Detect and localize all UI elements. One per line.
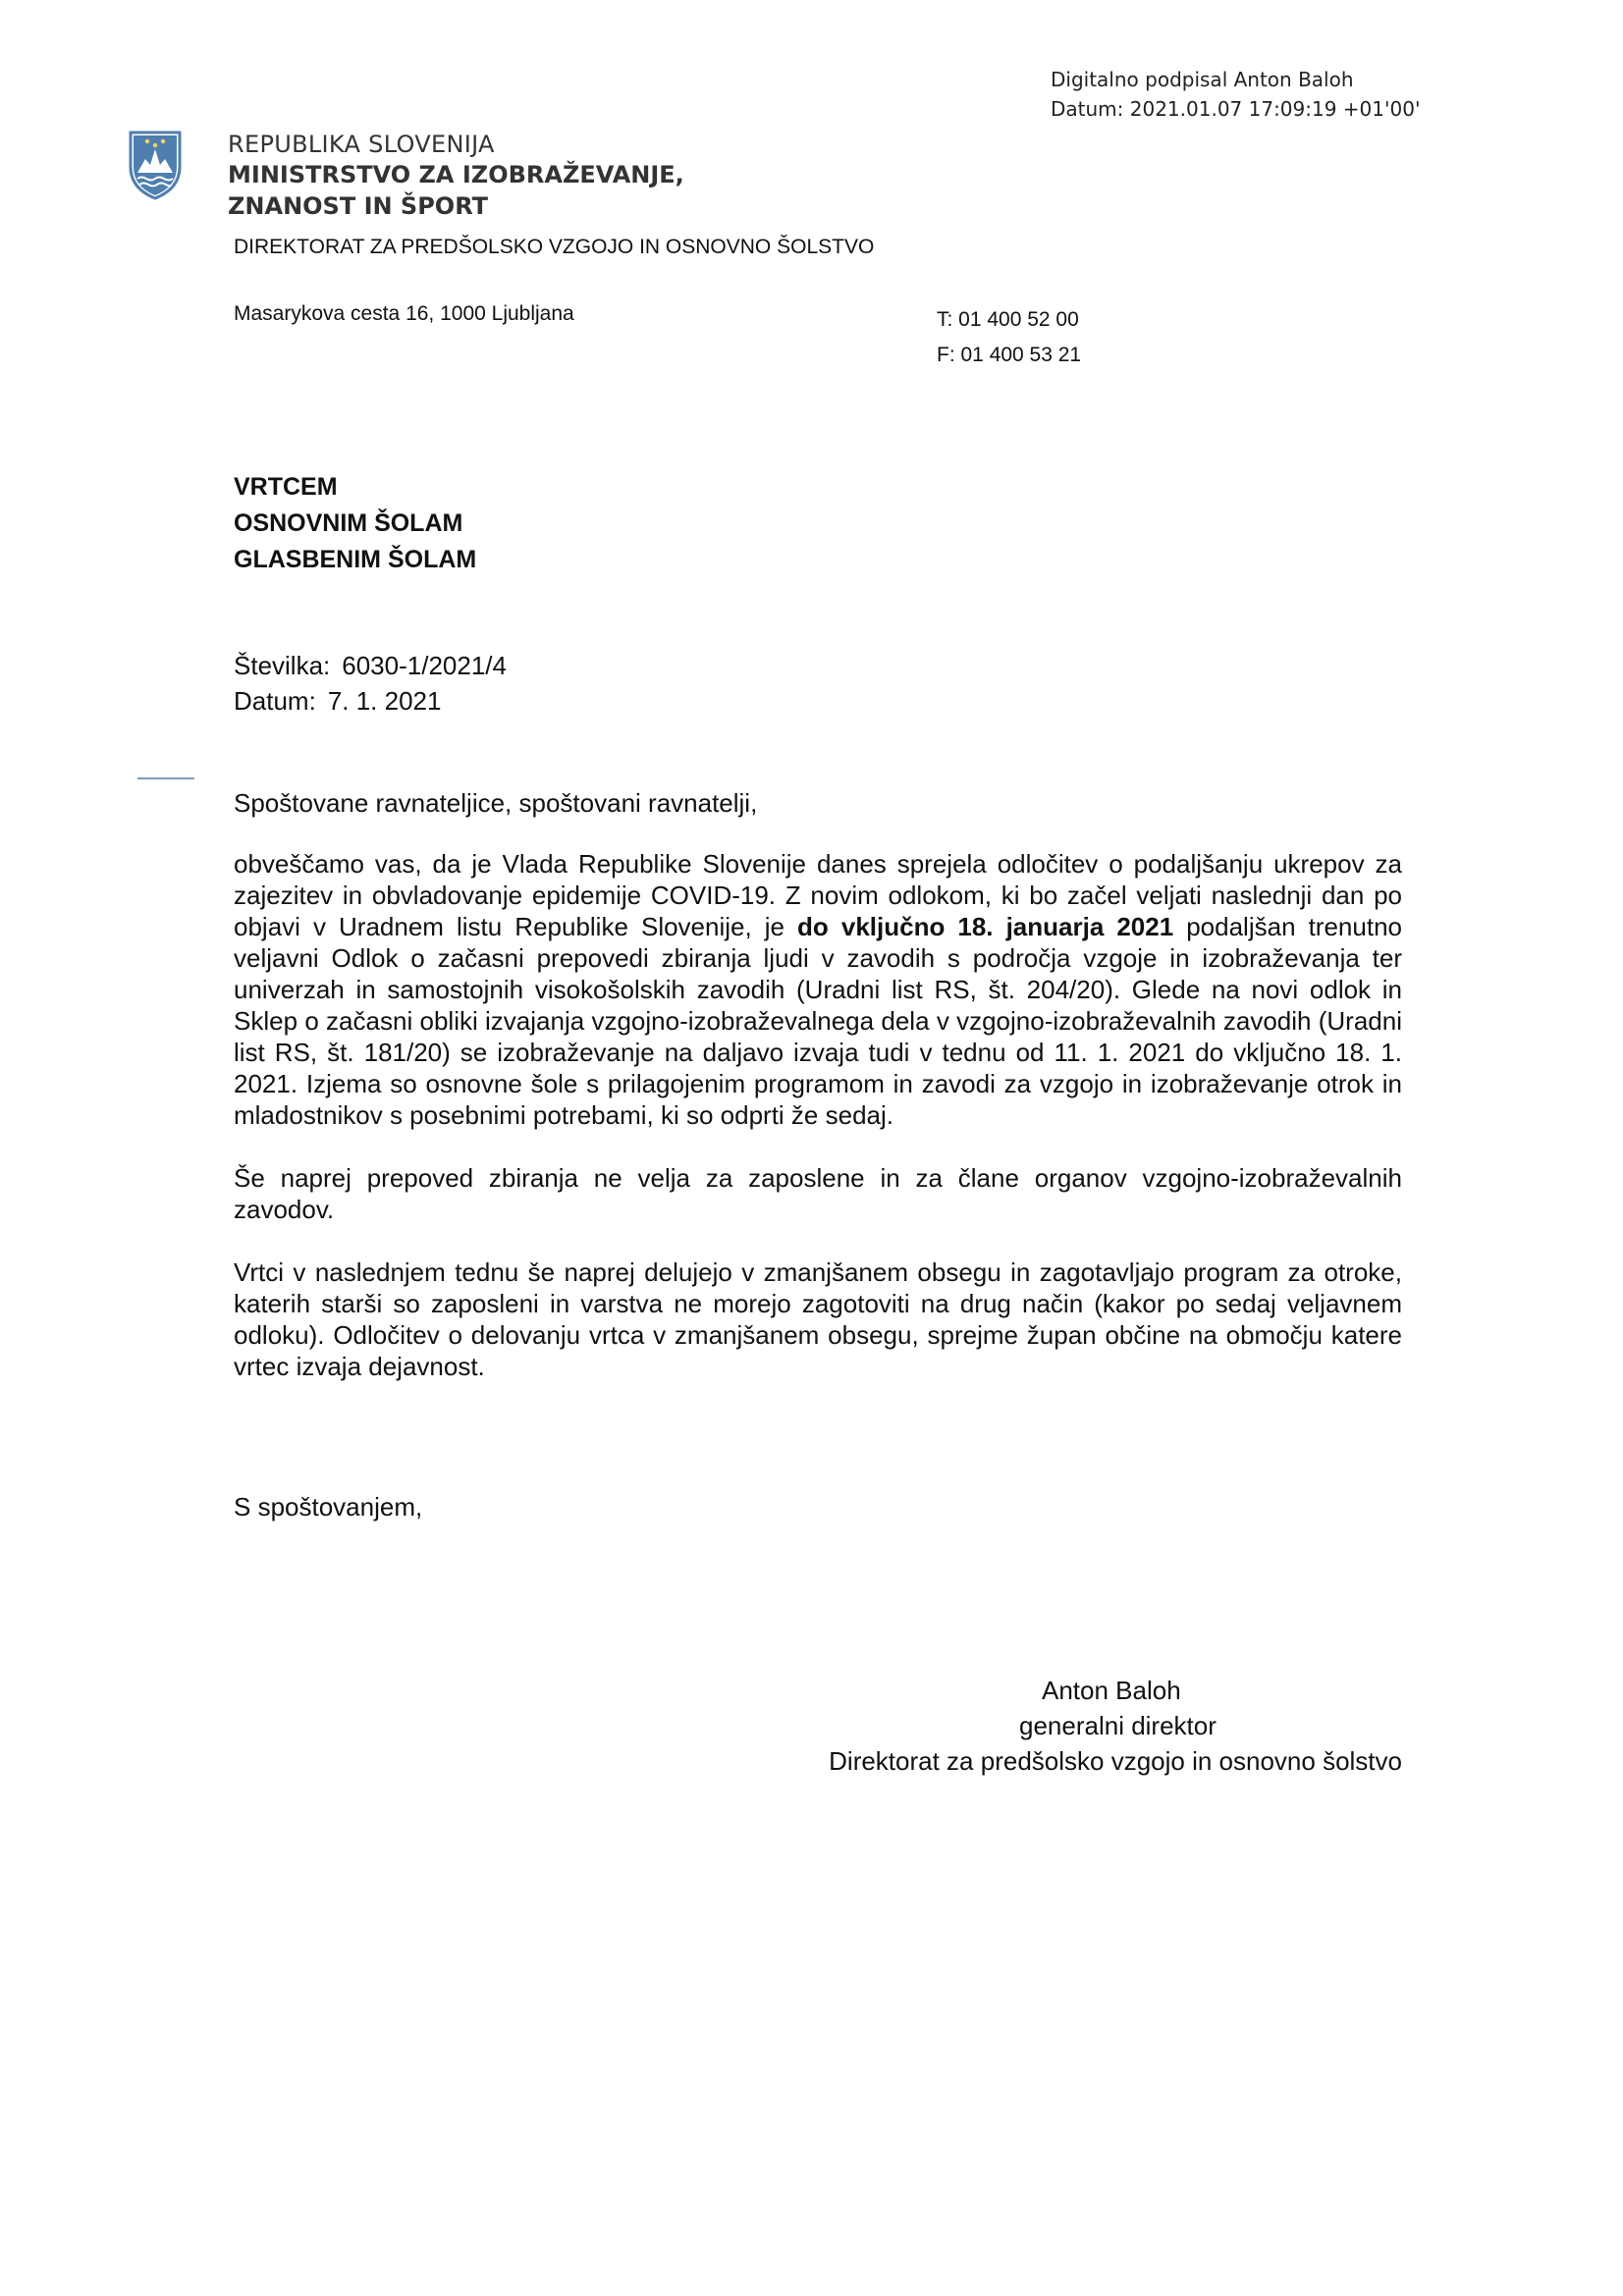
document-number (234, 648, 507, 683)
contact-numbers (937, 302, 1081, 373)
digital-signature-date: Datum: 2021.01.07 17:09:19 +01'00' (1051, 97, 1421, 121)
fax-number: F: 01 400 53 21 (937, 344, 1082, 366)
salutation: Spoštovane ravnateljice, spoštovani ravnatelji, (234, 788, 758, 818)
closing: S spoštovanjem, (234, 1492, 423, 1522)
number-label: Številka: (234, 651, 331, 680)
recipient: OSNOVNIM ŠOLAM (234, 509, 463, 537)
paragraph-kindergartens: Vrtci v naslednjem tednu še naprej delujejo v zmanjšanem obsegu in zagotavljajo program za otroke, katerih starši so zaposleni in varstva ne morejo zagotoviti na drug način (kakor po sedaj veljavnem odloku). Odločitev o delovanju vrtca v zmanjšanem obsegu, sprejme župan občine na območju katere vrtec izvaja dejavnost. (234, 1257, 1402, 1381)
directorate-name: DIREKTORAT ZA PREDŠOLSKO VZGOJO IN OSNOVNO ŠOLSTVO (234, 236, 875, 258)
org-republic: REPUBLIKA SLOVENIJA (228, 131, 495, 158)
highlight-date: do vključno 18. januarja 2021 (797, 912, 1174, 941)
signatory-unit: Direktorat za predšolsko vzgojo in osnovno šolstvo (829, 1746, 1402, 1776)
paragraph-decision: obveščamo vas, da je Vlada Republike Slovenije danes sprejela odločitev o podaljšanju ukrepov za zajezitev in obvladovanje epidemije COVID-19. Z novim odlokom, ki bo začel veljati naslednji dan po objavi v Uradnem listu Republike Slovenije, je do vključno 18. januarja 2021 podaljšan trenutno veljavni Odlok o začasni prepovedi zbiranja ljudi v zavodih s področja vzgoje in izobraževanja ter univerzah in samostojnih visokošolskih zavodih (Uradni list RS, št. 204/20). Glede na novi odlok in Sklep o začasni obliki izvajanja vzgojno-izobraževalnega dela v vzgojno-izobraževalnih zavodih (Uradni list RS, št. 181/20) se izobraževanje na daljavo izvaja tudi v tednu od 11. 1. 2021 do vključno 18. 1. 2021. Izjema so osnovne šole s prilagojenim programom in zavodi za vzgojo in izobraževanje otrok in mladostnikov s posebnimi potrebami, ki so odprti že sedaj. (234, 849, 1402, 1130)
digital-signature-block (1051, 65, 1420, 124)
recipient: VRTCEM (234, 473, 338, 501)
digital-signature-line: Digitalno podpisal Anton Baloh (1051, 68, 1354, 91)
recipient: GLASBENIM ŠOLAM (234, 546, 477, 573)
document-date (234, 683, 507, 719)
date-label: Datum: (234, 686, 316, 716)
signatory-block (746, 1673, 1402, 1779)
org-ministry-cont: ZNANOST IN ŠPORT (228, 192, 488, 220)
address: Masarykova cesta 16, 1000 Ljubljana (234, 302, 574, 325)
paragraph-employees: Še naprej prepoved zbiranja ne velja za zaposlene in za člane organov vzgojno-izobraževalnih zavodov. (234, 1163, 1402, 1224)
ministry-name (228, 130, 684, 222)
recipients (234, 469, 476, 578)
date-value: 7. 1. 2021 (327, 686, 442, 716)
document-meta (234, 648, 507, 719)
slovenian-coat-of-arms-icon (128, 130, 183, 200)
phone-number: T: 01 400 52 00 (937, 308, 1079, 331)
org-ministry: MINISTRSTVO ZA IZOBRAŽEVANJE, (228, 161, 684, 188)
letter-body (234, 787, 1402, 1382)
margin-divider (137, 777, 194, 779)
number-value: 6030-1/2021/4 (342, 651, 507, 680)
signatory-name: Anton Baloh (1042, 1676, 1181, 1705)
signatory-title: generalni direktor (1019, 1711, 1217, 1740)
